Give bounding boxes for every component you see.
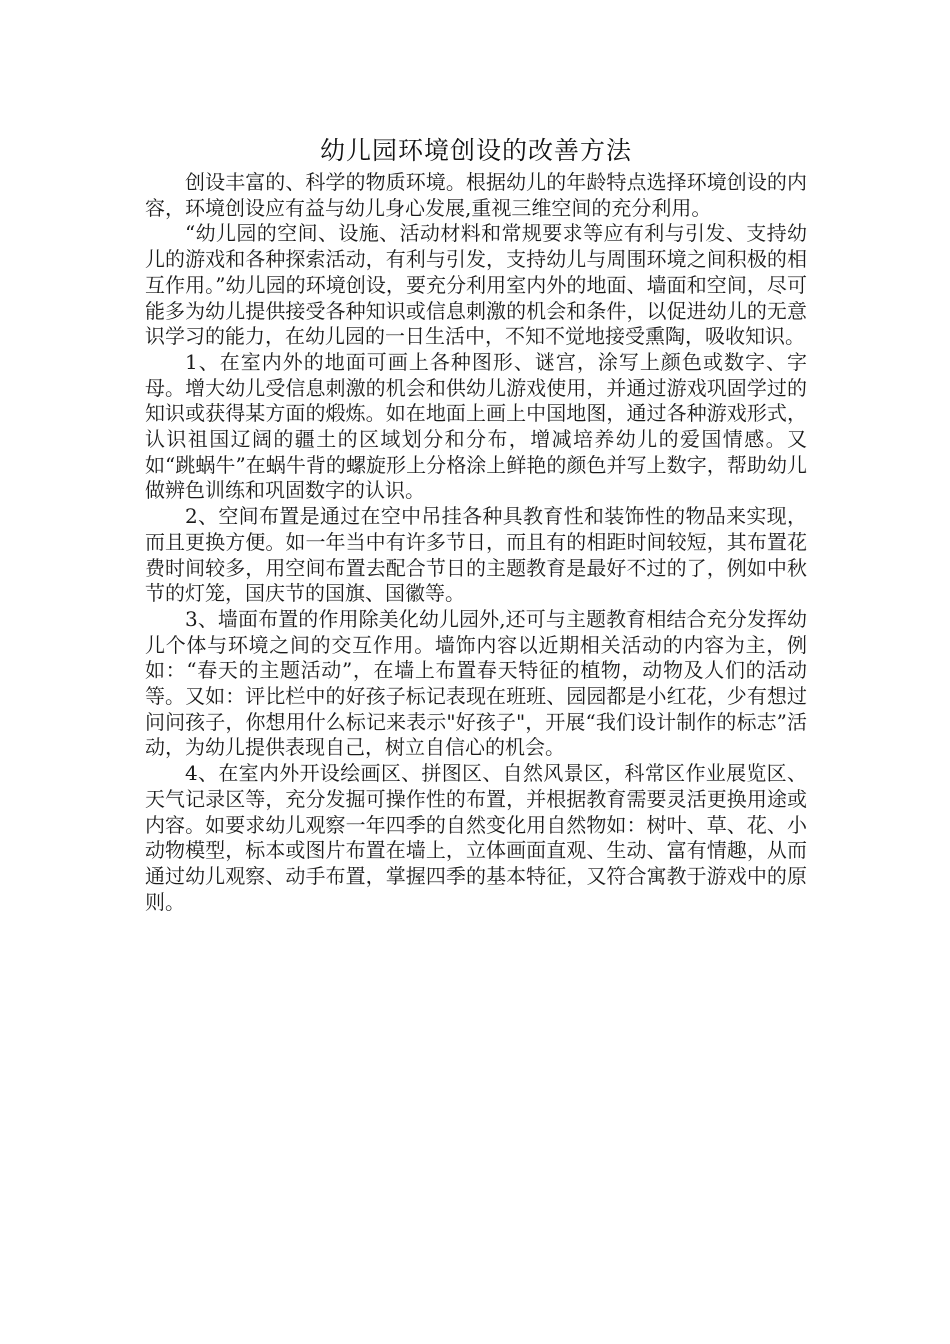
paragraph-item-3: 3、墙面布置的作用除美化幼儿园外,还可与主题教育相结合充分发挥幼儿个体与环境之间的交互作用。墙饰内容以近期相关活动的内容为主，例如：“春天的主题活动”，在墙上布置春天特征的植物，动物及人们的活动等。又如：评比栏中的好孩子标记表现在班班、园园都是小红花，少有想过问问孩子，你想用什么标记来表示"好孩子"，开展“我们设计制作的标志”活动，为幼儿提供表现自己，树立自信心的机会。 xyxy=(145,606,807,760)
document-content xyxy=(145,132,807,915)
document-title: 幼儿园环境创设的改善方法 xyxy=(319,136,632,165)
document-body xyxy=(145,170,807,915)
paragraph-intro: 创设丰富的、科学的物质环境。根据幼儿的年龄特点选择环境创设的内容，环境创设应有益与幼儿身心发展,重视三维空间的充分利用。 xyxy=(145,170,807,220)
paragraph-item-4: 4、在室内外开设绘画区、拼图区、自然风景区，科常区作业展览区、天气记录区等，充分发掘可操作性的布置，并根据教育需要灵活更换用途或内容。如要求幼儿观察一年四季的自然变化用自然物如：树叶、草、花、小动物模型，标本或图片布置在墙上，立体画面直观、生动、富有情趣，从而通过幼儿观察、动手布置，掌握四季的基本特征，又符合寓教于游戏中的原则。 xyxy=(145,761,807,914)
paragraph-quote: “幼儿园的空间、设施、活动材料和常规要求等应有利与引发、支持幼儿的游戏和各种探索活动，有利与引发，支持幼儿与周围环境之间积极的相互作用。”幼儿园的环境创设，要充分利用室内外的地面、墙面和空间，尽可能多为幼儿提供接受各种知识或信息刺激的机会和条件，以促进幼儿的无意识学习的能力，在幼儿园的一日生活中，不知不觉地接受熏陶，吸收知识。 xyxy=(145,221,807,349)
paragraph-item-2: 2、空间布置是通过在空中吊挂各种具教育性和装饰性的物品来实现，而且更换方便。如一年当中有许多节日，而且有的相距时间较短，其布置花费时间较多，用空间布置去配合节日的主题教育是最好不过的了，例如中秋节的灯笼，国庆节的国旗、国徽等。 xyxy=(145,504,807,606)
paragraph-item-1: 1、在室内外的地面可画上各种图形、谜宫，涂写上颜色或数字、字母。增大幼儿受信息刺激的机会和供幼儿游戏使用，并通过游戏巩固学过的知识或获得某方面的煅炼。如在地面上画上中国地图，通过各种游戏形式，认识祖国辽阔的疆土的区域划分和分布，增减培养幼儿的爱国情感。又如“跳蜗牛”在蜗牛背的螺旋形上分格涂上鲜艳的颜色并写上数字，帮助幼儿做辨色训练和巩固数字的认识。 xyxy=(145,349,807,503)
